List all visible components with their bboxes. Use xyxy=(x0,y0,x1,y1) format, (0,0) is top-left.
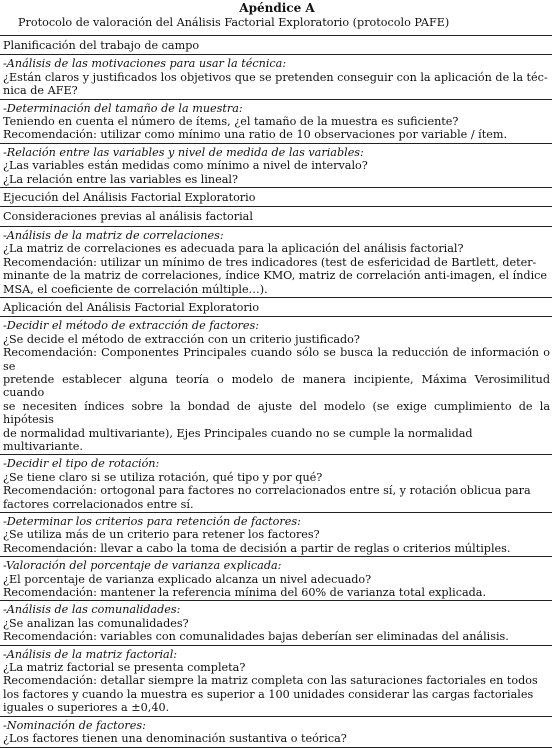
item-text-line: Recomendación: Componentes Principales cuando sólo se busca la reducción de información o se xyxy=(3,346,550,373)
protocol-item xyxy=(0,455,552,513)
item-subtitle: -Análisis de la matriz factorial: xyxy=(3,647,178,661)
item-text-line: minante de la matriz de correlaciones, índice KMO, matriz de correlación anti-imagen, el índice xyxy=(3,269,548,283)
item-subtitle: -Determinar los criterios para retención de factores: xyxy=(3,515,301,528)
table-caption: Protocolo de valoración del Análisis Factorial Exploratorio (protocolo PAFE) xyxy=(18,16,450,29)
protocol-item xyxy=(0,100,552,144)
item-text-line: Recomendación: variables con comunalidades bajas deberían ser eliminadas del análisis. xyxy=(3,630,509,644)
protocol-item xyxy=(0,144,552,188)
item-subtitle: -Valoración del porcentaje de varianza explicada: xyxy=(3,559,282,573)
item-subtitle: -Decidir el método de extracción de factores: xyxy=(3,319,260,333)
item-text-line: MSA, el coeficiente de correlación múltiple…). xyxy=(3,282,268,296)
section-heading-text: Aplicación del Análisis Factorial Exploratorio xyxy=(3,300,260,314)
item-text-line: Recomendación: llevar a cabo la toma de decisión a partir de reglas o criterios múltiples. xyxy=(3,541,511,555)
section-heading xyxy=(0,298,552,317)
item-subtitle: -Nominación de factores: xyxy=(3,718,146,732)
item-subtitle: -Decidir el tipo de rotación: xyxy=(3,457,160,471)
item-text-line: iguales o superiores a ±0,40. xyxy=(3,701,170,715)
item-subtitle: -Análisis de las motivaciones para usar la técnica: xyxy=(3,57,287,71)
section-heading-text: Ejecución del Análisis Factorial Exploratorio xyxy=(3,191,256,205)
section-heading-text: Planificación del trabajo de campo xyxy=(3,39,200,52)
protocol-item xyxy=(0,513,552,557)
item-text-line: los factores y cuando la muestra es superior a 100 unidades considerar las cargas factoriales xyxy=(3,687,534,701)
item-text-line: ¿El porcentaje de varianza explicado alcanza un nivel adecuado? xyxy=(3,572,372,586)
protocol-item xyxy=(0,717,552,748)
section-heading xyxy=(0,188,552,207)
item-text-line: nica de AFE? xyxy=(3,84,78,98)
protocol-item xyxy=(0,646,552,717)
item-subtitle: -Análisis de la matriz de correlaciones: xyxy=(3,228,224,242)
item-text-line: Recomendación: mantener la referencia mínima del 60% de varianza total explicada. xyxy=(3,586,487,600)
item-text-line: ¿La matriz de correlaciones es adecuada para la aplicación del análisis factorial? xyxy=(3,242,464,256)
protocol-item xyxy=(0,227,552,298)
item-text-line: Recomendación: utilizar un mínimo de tres indicadores (test de esfericidad de Bartlett, deter- xyxy=(3,255,537,269)
item-text-line: ¿Se decide el método de extracción con un criterio justificado? xyxy=(3,332,360,346)
protocol-item xyxy=(0,601,552,645)
item-text-line: Teniendo en cuenta el número de ítems, ¿el tamaño de la muestra es suficiente? xyxy=(3,115,459,129)
item-text-line: ¿Los factores tienen una denominación sustantiva o teórica? xyxy=(3,732,347,746)
item-text-line: ¿La matriz factorial se presenta completa? xyxy=(3,661,246,675)
item-text-line: ¿La relación entre las variables es lineal? xyxy=(3,172,238,186)
item-text-line: se necesiten índices sobre la bondad de ajuste del modelo (se exige cumplimiento de la hipótesis xyxy=(3,399,550,427)
protocol-item xyxy=(0,557,552,601)
item-subtitle: -Relación entre las variables y nivel de medida de las variables: xyxy=(3,145,364,159)
appendix-title: Apéndice A xyxy=(239,1,315,15)
item-text-line: ¿Las variables están medidas como mínimo a nivel de intervalo? xyxy=(3,159,368,173)
section-heading-text: Consideraciones previas al análisis factorial xyxy=(3,210,253,224)
item-text-line: ¿Se analizan las comunalidades? xyxy=(3,616,189,630)
section-heading xyxy=(0,207,552,226)
pafe-protocol-table xyxy=(0,35,552,748)
protocol-item xyxy=(0,55,552,99)
item-text-line: Recomendación: ortogonal para factores no correlacionados entre sí, y rotación oblicua para xyxy=(3,484,531,498)
item-text-line: ¿Se tiene claro si se utiliza rotación, qué tipo y por qué? xyxy=(3,470,323,484)
item-text-line: factores correlacionados entre sí. xyxy=(3,497,194,511)
item-text-line: Recomendación: detallar siempre la matriz completa con las saturaciones factoriales en todos xyxy=(3,674,538,688)
item-text-line: de normalidad multivariante), Ejes Principales cuando no se cumple la normalidad multivariante. xyxy=(3,426,473,453)
item-text-line: ¿Están claros y justificados los objetivos que se pretenden conseguir con la aplicación de la téc- xyxy=(3,70,548,84)
section-heading xyxy=(0,36,552,55)
protocol-item xyxy=(0,317,552,455)
item-text-line: pretende establecer alguna teoría o modelo de manera incipiente, Máxima Verosimilitud cuando xyxy=(3,372,550,400)
item-text-line: Recomendación: utilizar como mínimo una ratio de 10 observaciones por variable / ítem. xyxy=(3,128,508,142)
item-subtitle: -Análisis de las comunalidades: xyxy=(3,603,181,617)
item-subtitle: -Determinación del tamaño de la muestra: xyxy=(3,101,243,115)
item-text-line: ¿Se utiliza más de un criterio para retener los factores? xyxy=(3,528,320,542)
